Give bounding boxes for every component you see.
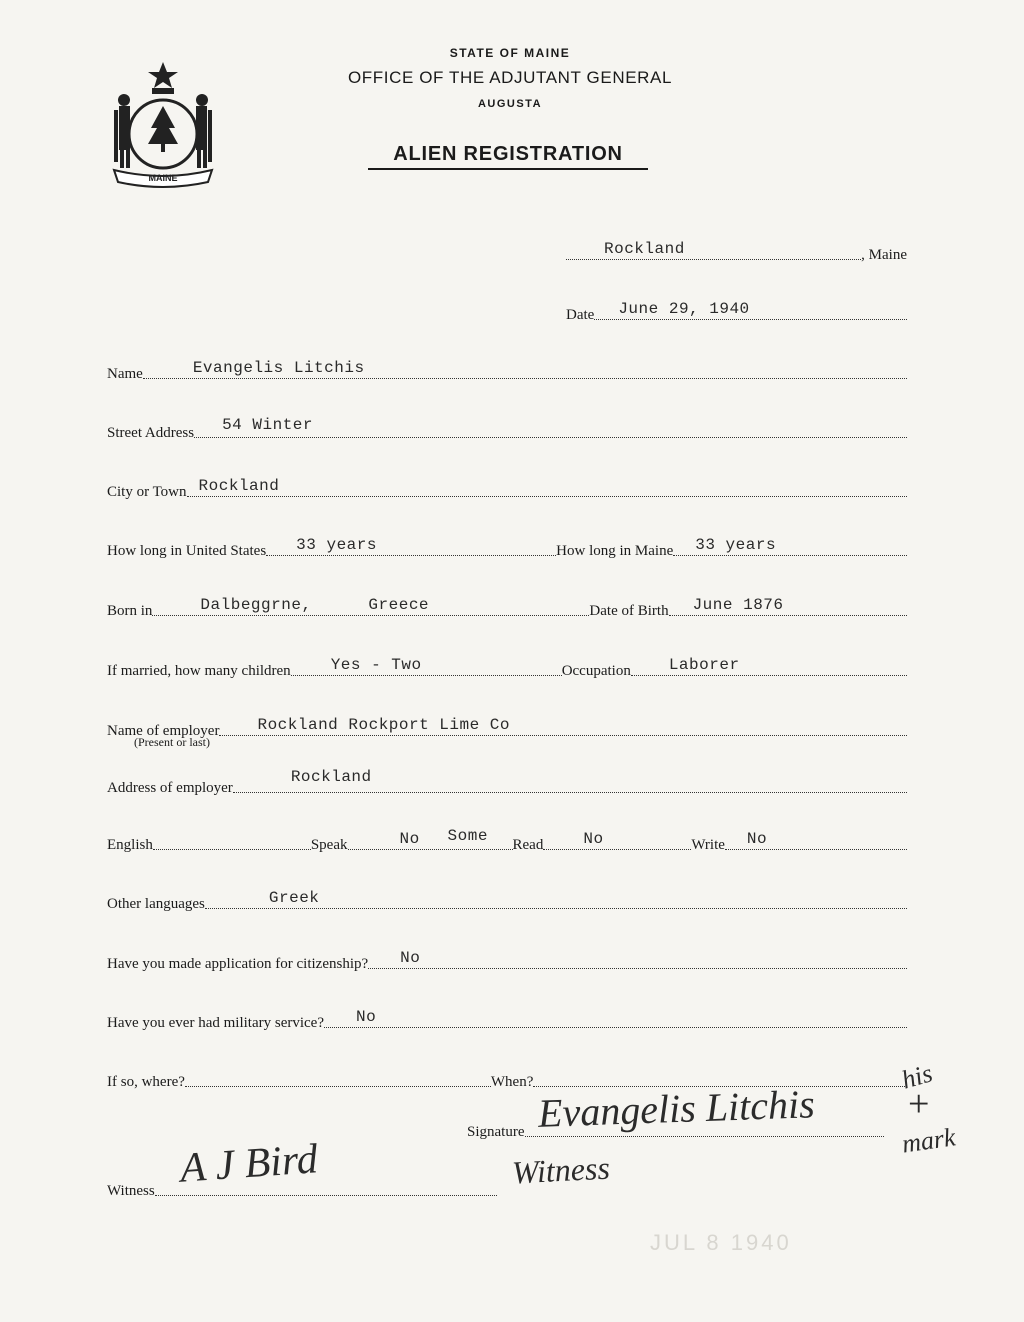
employer-address-value: Rockland (290, 768, 372, 786)
languages-row (107, 885, 907, 913)
city-row (107, 473, 907, 501)
employer-address-label: Address of employer (107, 780, 233, 796)
employer-sublabel: (Present or last) (134, 735, 210, 749)
military-value: No (356, 1008, 377, 1026)
witness-handwriting: A J Bird (178, 1136, 320, 1192)
city-value: Rockland (198, 477, 280, 495)
children-label: If married, how many children (107, 663, 291, 679)
when-label: When? (490, 1074, 534, 1090)
form-title: ALIEN REGISTRATION (368, 143, 648, 170)
signature-mark-cross: + (908, 1083, 930, 1125)
signature-mark-word: mark (900, 1122, 958, 1159)
witness-word: Witness (511, 1149, 611, 1191)
speak-value-some: Some (447, 827, 488, 845)
birth-date-label: Date of Birth (589, 603, 669, 619)
write-label: Write (691, 837, 725, 853)
maine-duration-label: How long in Maine (556, 543, 674, 559)
place-row (566, 236, 907, 264)
write-value: No (746, 830, 768, 848)
name-row (107, 355, 907, 383)
english-label: English (107, 837, 153, 853)
military-label: Have you ever had military service? (107, 1015, 324, 1031)
employer-address-row (107, 769, 907, 797)
citizenship-label: Have you made application for citizenship? (107, 956, 369, 972)
read-label: Read (512, 837, 544, 853)
name-value: Evangelis Litchis (192, 359, 365, 377)
date-label: Date (566, 307, 595, 323)
occupation-value: Laborer (668, 656, 740, 674)
date-row (566, 296, 907, 324)
born-in-label: Born in (107, 603, 153, 619)
signature-handwriting: Evangelis Litchis (537, 1081, 816, 1136)
citizenship-value: No (400, 949, 421, 967)
read-value: No (583, 830, 604, 848)
employer-label: Name of employer (107, 723, 220, 739)
duration-row (107, 532, 907, 560)
employer-row (107, 712, 907, 740)
languages-value: Greek (268, 889, 320, 907)
signature-label: Signature (467, 1124, 525, 1140)
born-country-value: Greece (368, 596, 430, 614)
us-duration-label: How long in United States (107, 543, 267, 559)
us-duration-value: 33 years (296, 536, 377, 554)
speak-value: No (399, 830, 420, 848)
birth-row (107, 592, 907, 620)
languages-label: Other languages (107, 896, 205, 912)
city-label: City or Town (107, 484, 187, 500)
place-suffix: , Maine (861, 247, 907, 263)
employer-value: Rockland Rockport Lime Co (257, 716, 511, 734)
place-value: Rockland (604, 240, 685, 258)
military-row (107, 1004, 907, 1032)
witness-label: Witness (107, 1183, 155, 1199)
birth-date-value: June 1876 (692, 596, 784, 614)
signature-mark-his: his (898, 1058, 936, 1095)
citizenship-row (107, 945, 907, 973)
occupation-label: Occupation (561, 663, 631, 679)
seal-text: MAINE (148, 173, 178, 183)
maine-duration-value: 33 years (695, 536, 777, 554)
where-label: If so, where? (107, 1074, 185, 1090)
header-office: OFFICE OF THE ADJUTANT GENERAL (347, 68, 673, 87)
received-stamp: JUL 8 1940 (650, 1230, 792, 1255)
maine-state-seal-icon (108, 58, 218, 188)
children-value: Yes - Two (330, 656, 422, 674)
name-label: Name (107, 366, 143, 382)
date-value: June 29, 1940 (618, 300, 750, 318)
header-city: AUGUSTA (477, 98, 543, 110)
street-row (107, 414, 907, 442)
header-state: STATE OF MAINE (449, 46, 571, 60)
street-value: 54 Winter (222, 416, 313, 434)
speak-label: Speak (310, 837, 348, 853)
english-row (107, 826, 907, 854)
born-in-value: Dalbeggrne, (200, 596, 312, 614)
street-label: Street Address (107, 425, 195, 441)
family-row (107, 652, 907, 680)
